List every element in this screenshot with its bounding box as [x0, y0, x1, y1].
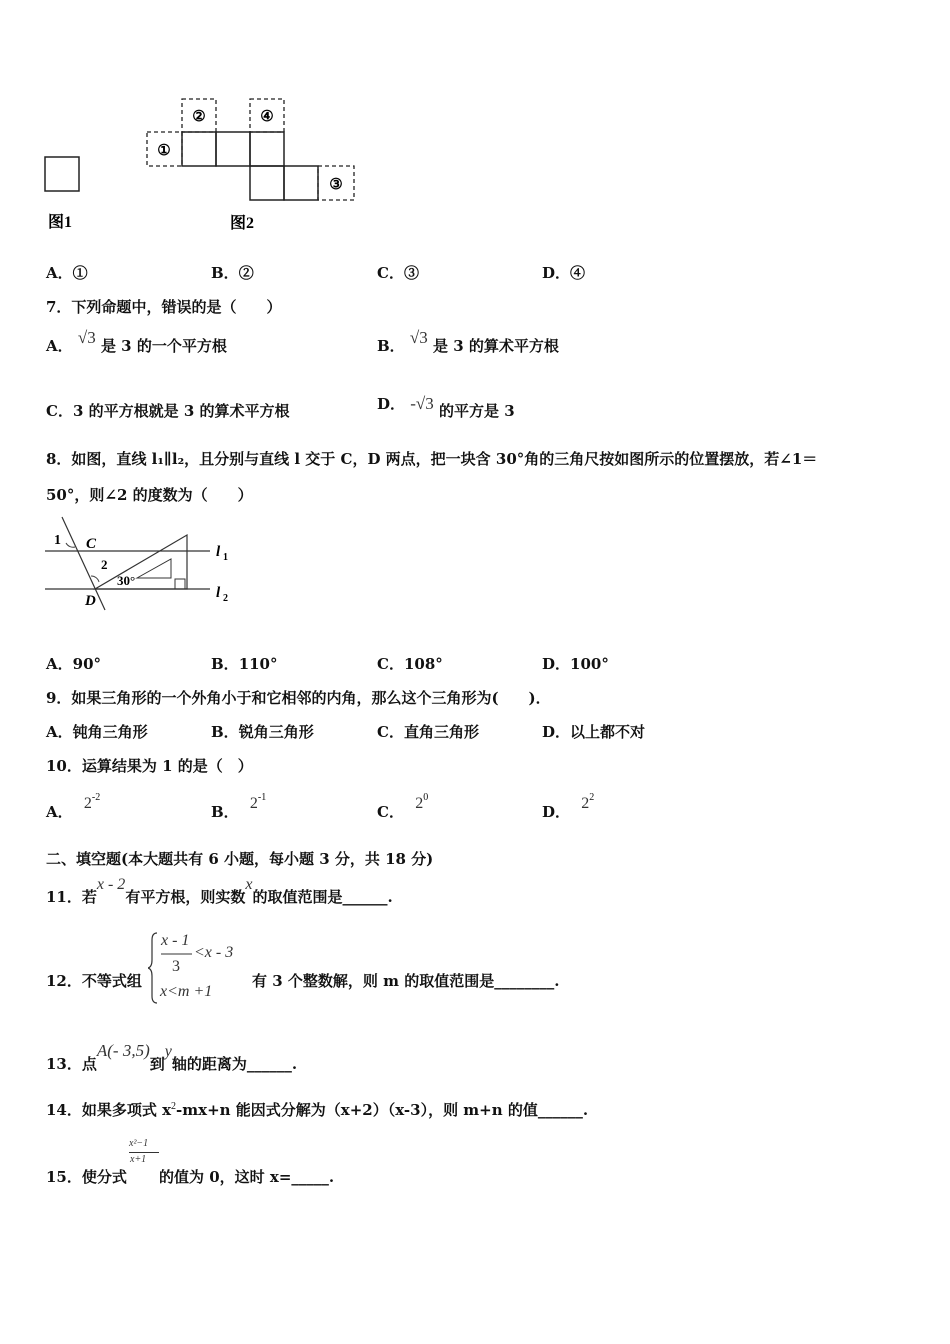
- q7-option-c[interactable]: [46, 400, 290, 421]
- q7-option-b[interactable]: [377, 328, 559, 356]
- fig1-label: 图1: [48, 214, 73, 231]
- circ-3: ③: [329, 177, 343, 193]
- option-letter: B．: [211, 655, 239, 673]
- q14-post: -mx+n 能因式分解为（x+2）（x-3），则 m+n 的值______.: [176, 1101, 589, 1119]
- fig2-label: 图2: [230, 215, 255, 232]
- option-text: 90°: [72, 655, 102, 673]
- q15-numerator: x²−1: [129, 1138, 149, 1149]
- power-base: 2: [83, 795, 92, 812]
- q15-post: 的值为 0，这时 x=_____.: [159, 1168, 335, 1186]
- option-letter: A．: [46, 723, 73, 741]
- q7-stem: 7．下列命题中，错误的是（ ）: [46, 298, 282, 316]
- neg-sqrt3-math: -√3: [410, 394, 434, 413]
- option-text: 的平方是 3: [438, 402, 515, 420]
- fig1-square: [45, 157, 79, 191]
- option-text: 108°: [403, 655, 443, 673]
- q9-option-b[interactable]: [211, 721, 314, 742]
- option-letter: D．: [542, 264, 571, 282]
- power-base: 2: [415, 795, 424, 812]
- q13-pre: 13．点: [46, 1055, 97, 1073]
- q11-math-x: x: [245, 876, 253, 893]
- q12-pre: 12．不等式组: [46, 972, 142, 990]
- q14: [46, 1099, 588, 1120]
- q12-line2: x<m +1: [160, 983, 213, 1000]
- q11-post: 的取值范围是______.: [252, 888, 393, 906]
- option-letter: D．: [542, 803, 571, 821]
- q13-post: 轴的距离为______.: [171, 1055, 298, 1073]
- option-text: 3 的平方根就是 3 的算术平方根: [72, 402, 290, 420]
- option-letter: B．: [211, 264, 239, 282]
- q13-mid: 到: [149, 1055, 165, 1073]
- option-letter: D．: [542, 655, 571, 673]
- q8-figure-svg: [40, 512, 240, 612]
- option-letter: C．: [46, 402, 73, 420]
- q12-denominator: 3: [172, 958, 180, 975]
- option-letter: B．: [211, 723, 239, 741]
- q9-option-c[interactable]: [377, 721, 479, 742]
- power-exponent: -2: [91, 792, 101, 803]
- option-letter: B．: [211, 803, 239, 821]
- q9-option-d[interactable]: [542, 721, 645, 742]
- option-text: 以上都不对: [570, 723, 646, 741]
- q10-option-d[interactable]: [542, 792, 595, 821]
- q12-rhs: <x - 3: [194, 944, 234, 961]
- section-2-heading: 二、填空题(本大题共有 6 小题，每小题 3 分，共 18 分): [46, 850, 434, 868]
- q10-stem: 10．运算结果为 1 的是（ ）: [46, 757, 253, 775]
- circ-1: ①: [157, 143, 171, 159]
- option-text: ③: [403, 264, 419, 282]
- q8-stem-line1: 8．如图，直线 l₁∥l₂，且分别与直线 l 交于 C，D 两点，把一块含 30°角的三角尺按如图所示的位置摆放，若∠1＝: [46, 450, 818, 468]
- q6-option-a[interactable]: [46, 262, 88, 283]
- option-text: 钝角三角形: [72, 723, 148, 741]
- q14-sup: 2: [171, 1101, 177, 1112]
- q8-option-d[interactable]: [542, 653, 609, 674]
- option-letter: A．: [46, 337, 73, 355]
- q10-option-a[interactable]: [46, 792, 101, 821]
- q8-option-a[interactable]: [46, 653, 101, 674]
- power-base: 2: [581, 795, 590, 812]
- q8-figure: [40, 512, 240, 612]
- sqrt3-math: √3: [77, 328, 96, 347]
- q14-pre: 14．如果多项式 x: [46, 1101, 172, 1119]
- option-text: 是 3 的算术平方根: [433, 337, 559, 355]
- option-letter: C．: [377, 264, 404, 282]
- option-text: ①: [72, 264, 88, 282]
- line-l: [62, 517, 105, 610]
- q9-stem: 9．如果三角形的一个外角小于和它相邻的内角，那么这个三角形为( )．: [46, 689, 551, 707]
- option-text: ④: [570, 264, 586, 282]
- q7-option-a[interactable]: [46, 328, 227, 356]
- angle1-arc: [66, 543, 75, 547]
- q6-option-c[interactable]: [377, 262, 419, 283]
- circ-2: ②: [192, 109, 206, 125]
- option-letter: D．: [377, 395, 406, 413]
- q11-math-expr: x - 2: [96, 876, 126, 893]
- option-letter: C．: [377, 655, 404, 673]
- q8-option-b[interactable]: [211, 653, 278, 674]
- power-exponent: 2: [589, 792, 595, 803]
- q6-figure-svg: [40, 95, 370, 235]
- power-exponent: 0: [423, 792, 429, 803]
- label-d: D: [85, 593, 96, 609]
- label-l2-sub: 2: [223, 593, 228, 604]
- fig2-net: [182, 132, 318, 200]
- q11-mid: 有平方根，则实数: [125, 888, 246, 906]
- q6-option-d[interactable]: [542, 262, 585, 283]
- q10-option-c[interactable]: [377, 792, 429, 821]
- option-letter: A．: [46, 264, 73, 282]
- option-letter: A．: [46, 655, 73, 673]
- sqrt3-math: √3: [409, 328, 428, 347]
- option-text: 110°: [238, 655, 278, 673]
- q12-post: 有 3 个整数解，则 m 的取值范围是________.: [252, 972, 560, 990]
- option-letter: D．: [542, 723, 571, 741]
- label-l1-sub: 1: [223, 552, 228, 563]
- q15-pre: 15．使分式: [46, 1168, 127, 1186]
- option-text: ②: [238, 264, 254, 282]
- q13-point: A(- 3,5): [96, 1041, 150, 1060]
- q10-option-b[interactable]: [211, 792, 267, 821]
- q8-option-c[interactable]: [377, 653, 443, 674]
- right-angle-mark: [175, 579, 185, 589]
- fraction-bar: [129, 1152, 159, 1153]
- q8-stem-line2: 50°，则∠2 的度数为（ ）: [46, 486, 253, 504]
- label-l1: l: [216, 544, 221, 560]
- option-text: 锐角三角形: [238, 723, 314, 741]
- label-angle2: 2: [101, 557, 108, 572]
- option-text: 100°: [570, 655, 609, 673]
- circ-4: ④: [260, 109, 274, 125]
- q11-pre: 11．若: [46, 888, 97, 906]
- option-text: 直角三角形: [403, 723, 479, 741]
- q9-option-a[interactable]: [46, 721, 148, 742]
- option-letter: B．: [377, 337, 405, 355]
- q13: [46, 1040, 298, 1073]
- label-l2: l: [216, 585, 221, 601]
- option-letter: C．: [377, 723, 404, 741]
- triangle-ruler: [95, 535, 187, 589]
- q13-axis: y: [164, 1043, 172, 1060]
- q12-system: [148, 930, 258, 1006]
- power-exponent: -1: [257, 792, 267, 803]
- label-angle1: 1: [54, 533, 61, 548]
- q15-fraction: [128, 1138, 162, 1174]
- option-letter: C．: [377, 803, 404, 821]
- q15-denominator: x+1: [130, 1154, 147, 1165]
- option-text: 是 3 的一个平方根: [100, 337, 227, 355]
- option-letter: A．: [46, 803, 73, 821]
- label-c: C: [86, 536, 97, 552]
- q6-option-b[interactable]: [211, 262, 254, 283]
- q7-option-d[interactable]: [377, 393, 515, 420]
- power-base: 2: [249, 795, 258, 812]
- q6-figure: [40, 95, 370, 235]
- label-30deg: 30°: [117, 573, 136, 588]
- q11: [46, 873, 393, 906]
- q12-numerator: x - 1: [161, 932, 190, 949]
